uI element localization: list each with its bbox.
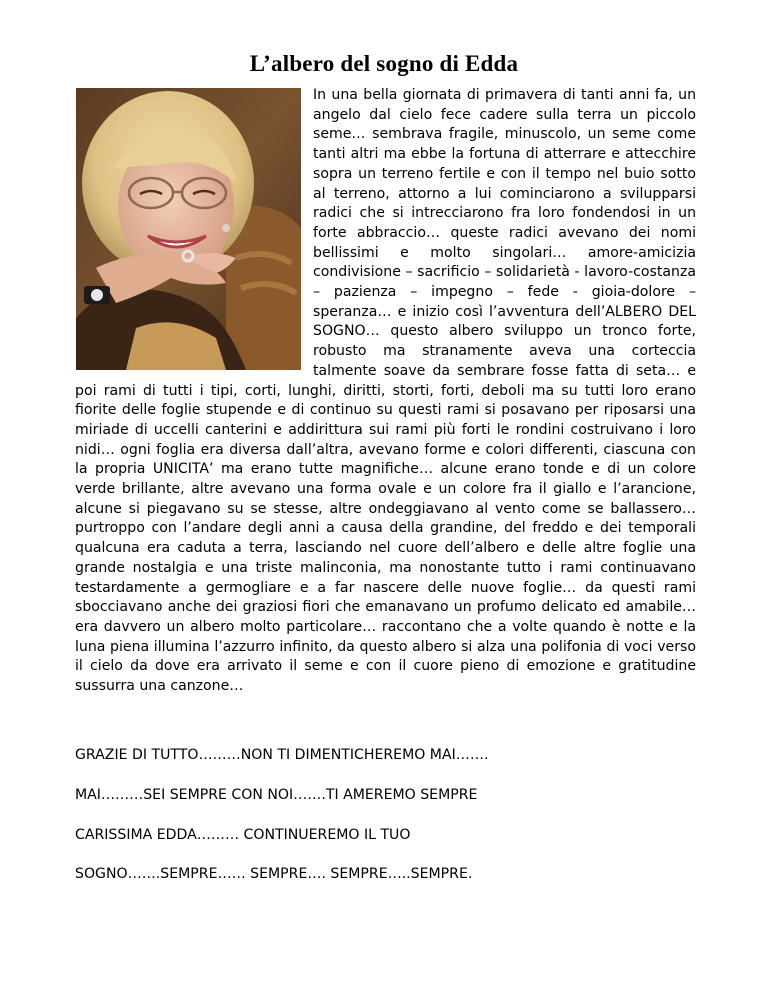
closing-line-2: MAI………SEI SEMPRE CON NOI…….TI AMEREMO SEMPRE [75,787,478,803]
closing-line-4: SOGNO…….SEMPRE…… SEMPRE…. SEMPRE…..SEMPRE. [75,866,473,882]
closing-line-3: CARISSIMA EDDA……… CONTINUEREMO IL TUO [75,827,411,843]
photo-wrap-spacer [75,86,313,370]
story-paragraph: In una bella giornata di primavera di tanti anni fa, un angelo dal cielo fece cadere sulla terra un piccolo seme… sembrava fragile, minuscolo, un seme come tanti altri ma ebbe la fortuna di atterrare e attecchire sopra un terreno fertile e con il tempo nel buio sotto al terreno, attorno a lui cominciarono a svilupparsi radici che si intrecciarono fra loro fondendosi in un forte abbraccio… queste radici avevano dei nomi bellissimi e molto singolari… amore-amicizia condivisione – sacrificio – solidarietà - lavoro-costanza – pazienza – impegno – fede - gioia-dolore – speranza… e inizio così l’avventura dell’ALBERO DEL SOGNO… questo albero sviluppo un tronco forte, robusto ma stranamente aveva una corteccia talmente soave da sembrare fosse fatta di seta… e poi rami di tutti i tipi, corti, lunghi, diritti, storti, forti, deboli ma su tutti loro erano fiorite delle foglie stupende e di continuo su questi rami si posavano per riposarsi una miriade di uccelli canterini e addirittura sui rami più forti le rondini costruivano i loro nidi… ogni foglia era diversa dall’altra, avevano forme e colori differenti, ciascuna con la propria UNICITA’ ma erano tutte magnifiche… alcune erano tonde e di un colore verde brillante, altre avevano una forma ovale e un colore fra il giallo e l’arancione, alcune si piegavano su se stesse, altre ondeggiavano al vento come se ballassero… purtroppo con l’andare degli anni a causa della grandine, del freddo e dei temporali qualcuna era caduta a terra, lasciando nel cuore dell’albero e delle altre foglie una grande nostalgia e una triste malinconia, ma nonostante tutto i rami continuavano testardamente a germogliare e a far nascere delle nuove foglie… da questi rami sbocciavano anche dei graziosi fiori che emanavano un profumo delicato ed amabile… era davvero un albero molto particolare… raccontano che a volte quando è notte e la luna piena illumina l’azzurro infinito, da questo albero si alza una polifonia di voci verso il cielo da dove era arrivato il seme e con il cuore pieno di emozione e gratitudine sussurra una canzone… [75,87,696,695]
page-title: L’albero del sogno di Edda [249,51,519,77]
story-text [75,86,696,697]
closing-line-1: GRAZIE DI TUTTO………NON TI DIMENTICHEREMO MAI……. [75,747,489,763]
